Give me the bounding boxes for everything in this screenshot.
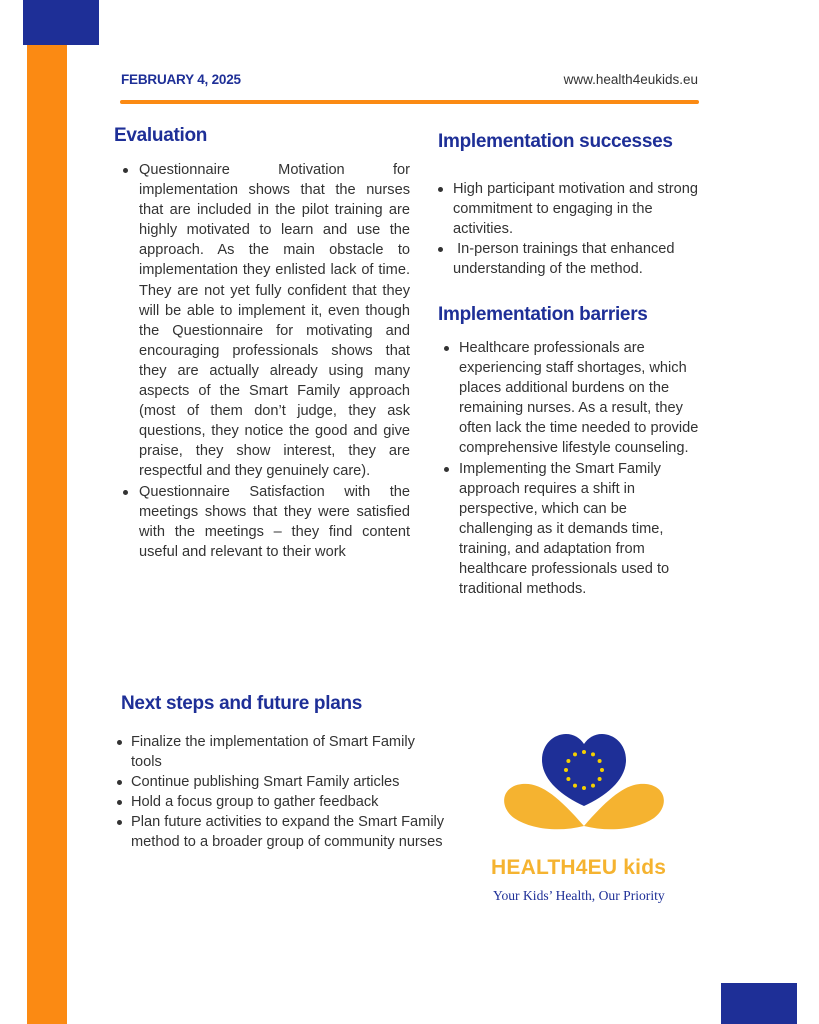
logo-tagline: Your Kids’ Health, Our Priority <box>493 888 665 903</box>
list-item: Hold a focus group to gather feedback <box>116 792 446 812</box>
list-item: Questionnaire Satisfaction with the meetings shows that they were satisfied with the meetings – they find content useful and relevant to their work <box>122 482 410 562</box>
header-url[interactable]: www.health4eukids.eu <box>563 72 698 87</box>
left-orange-bar <box>27 45 67 1024</box>
barriers-list <box>442 338 704 599</box>
list-item: Healthcare professionals are experiencing staff shortages, which places additional burdens on the remaining nurses. As a result, they often lack the time needed to provide comprehensive lifestyle counseling. <box>442 338 704 459</box>
successes-heading: Implementation successes <box>438 131 673 152</box>
list-item: Questionnaire Motivation for implementation shows that the nurses that are included in the pilot training are highly motivated to learn and use the approach. As the main obstacle to implementation they enlisted lack of time. They are not yet fully confident that they will be able to implement it, even though the Questionnaire for motivating and encouraging professionals shows that they are actually already using many aspects of the Smart Family approach (most of them don’t judge, they ask questions, they notice the good and give praise, they show interest, they are respectful and they genuinely care). <box>122 160 410 482</box>
eu-heart-hands-logo-icon <box>500 730 668 838</box>
list-item: Implementing the Smart Family approach requires a shift in perspective, which can be challenging as it demands time, training, and adaptation from healthcare professionals used to traditional methods. <box>442 459 704 600</box>
list-item: Continue publishing Smart Family articles <box>116 772 446 792</box>
list-item: Plan future activities to expand the Smart Family method to a broader group of community nurses <box>116 812 446 852</box>
next-steps-heading: Next steps and future plans <box>121 693 363 714</box>
evaluation-heading: Evaluation <box>114 125 208 146</box>
evaluation-list <box>122 160 410 562</box>
list-item: In-person trainings that enhanced understanding of the method. <box>438 239 702 279</box>
top-navy-block <box>23 0 99 45</box>
bottom-navy-block <box>721 983 797 1024</box>
header-date: FEBRUARY 4, 2025 <box>121 72 241 87</box>
successes-list <box>438 179 702 279</box>
barriers-heading: Implementation barriers <box>438 304 648 325</box>
header-divider <box>120 100 699 104</box>
next-steps-list <box>116 732 446 853</box>
list-item: Finalize the implementation of Smart Family tools <box>116 732 446 772</box>
logo-name: HEALTH4EU kids <box>491 856 667 879</box>
list-item: High participant motivation and strong commitment to engaging in the activities. <box>438 179 702 239</box>
